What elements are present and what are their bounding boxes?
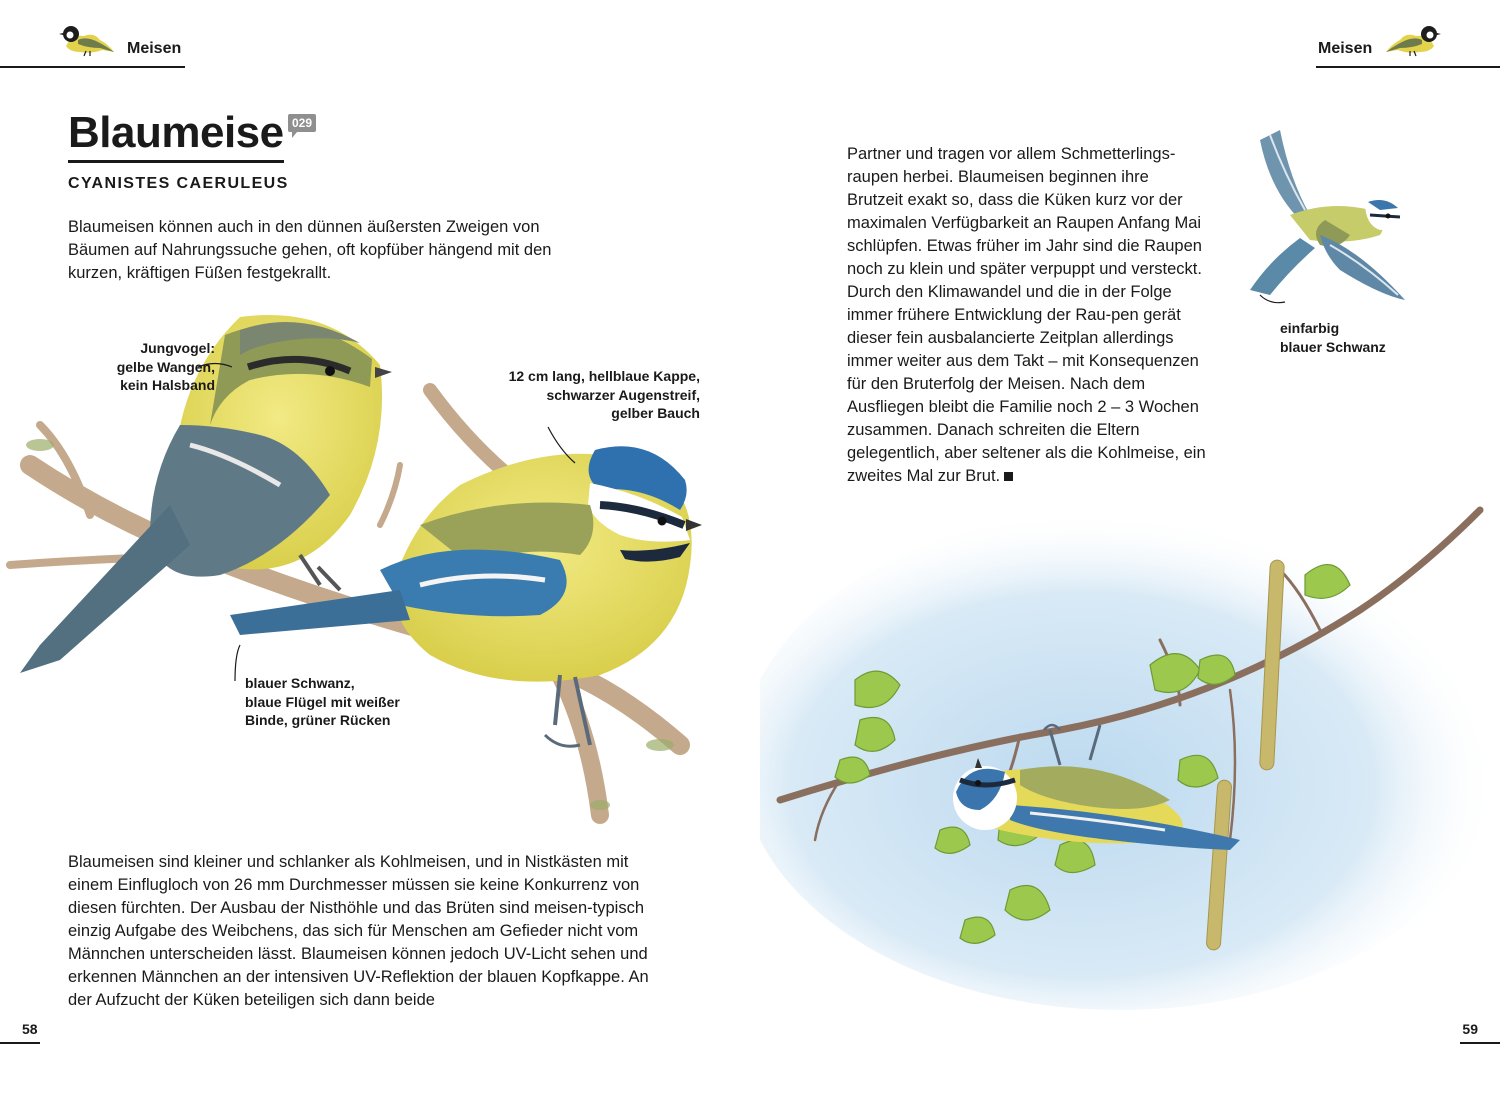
annotation-juvenile [80,339,215,395]
page-number-rule [1460,1042,1500,1044]
annotation-adult-size [490,367,700,423]
section-label: Meisen [1318,40,1373,57]
latin-name: CYANISTES CAERULEUS [68,175,289,192]
annotation-line: Binde, grüner Rücken [245,712,391,728]
body-paragraph-left: Blaumeisen sind kleiner und schlanker als Kohlmeisen, und in Nistkästen mit einem Einflugloch von 26 mm Durchmesser müssen sie keine Konkurrenz von diesen fürchten. Der Ausbau der Nisthöhle und das Brüten sind meisen-typisch einzig Aufgabe des Weibchens, das sich für Menschen am Gefieder nicht vom Männchen unterscheiden lässt. Blaumeisen können jedoch UV-Licht sehen und erkennen Männchen an der intensiven UV-Reflektion der blauen Kopfkappe. An der Aufzucht der Küken beteiligen sich dann beide [68,853,649,1009]
annotation-tail-wings [245,674,425,730]
annotation-line: blaue Flügel mit weißer [245,693,400,710]
annotation-line: blauer Schwanz [1280,338,1386,355]
annotation-line: schwarzer Augenstreif, [546,386,700,403]
page-number-right: 59 [1462,1021,1478,1037]
annotation-flight-tail [1280,319,1410,356]
body-text: Partner und tragen vor allem Schmetterlings-raupen herbei. Blaumeisen beginnen ihre Brutzeit exakt so, dass die Küken kurz vor der maximalen Verfügbarkeit an Raupen Anfang Mai schlüpfen. Etwas früher im Jahr sind die Raupen noch zu klein und später verpuppt und versteckt. Durch den Klimawandel und die in der Folge immer frühere Entwicklung der Rau-pen gerät dieser fein ausbalancierte Zeitplan allerdings immer weiter aus dem Takt – mit Konsequenzen für den Bruterfolg der Meisen. Nach dem Ausfliegen bleibt die Familie noch 2 – 3 Wochen zusammen. Danach schreiten die Eltern gelegentlich, aber seltener als die Kohlmeise, ein zweites Mal zur Brut. [847,145,1206,485]
species-number-badge: 029 [288,114,316,132]
flying-blue-tit-illustration [1230,120,1410,320]
annotation-line: einfarbig [1280,320,1340,336]
page-number-rule [0,1042,40,1044]
annotation-line: gelbe Wangen, [116,358,215,375]
great-tit-icon [1382,18,1442,60]
annotation-line: gelber Bauch [611,405,700,421]
great-tit-icon [58,18,118,60]
annotation-line: Jungvogel: [140,340,215,356]
annotation-line: 12 cm lang, hellblaue Kappe, [508,368,700,384]
running-header-right [1316,0,1500,68]
section-label: Meisen [127,40,182,57]
sky-wash [760,510,1500,1010]
intro-paragraph: Blaumeisen können auch in den dünnen äußersten Zweigen von Bäumen auf Nahrungssuche gehen, oft kopfüber hängend mit den kurzen, kräftigen Füßen festgekrallt. [68,218,552,282]
right-page [750,0,1500,1097]
blue-tit-hanging-on-birch-illustration [760,480,1500,1040]
annotation-line: kein Halsband [120,377,215,393]
body-paragraph-right [847,143,1209,488]
annotation-line: blauer Schwanz, [245,675,355,691]
page-number-left: 58 [22,1021,38,1037]
species-title: Blaumeise [68,108,284,163]
running-header-left [0,0,185,68]
